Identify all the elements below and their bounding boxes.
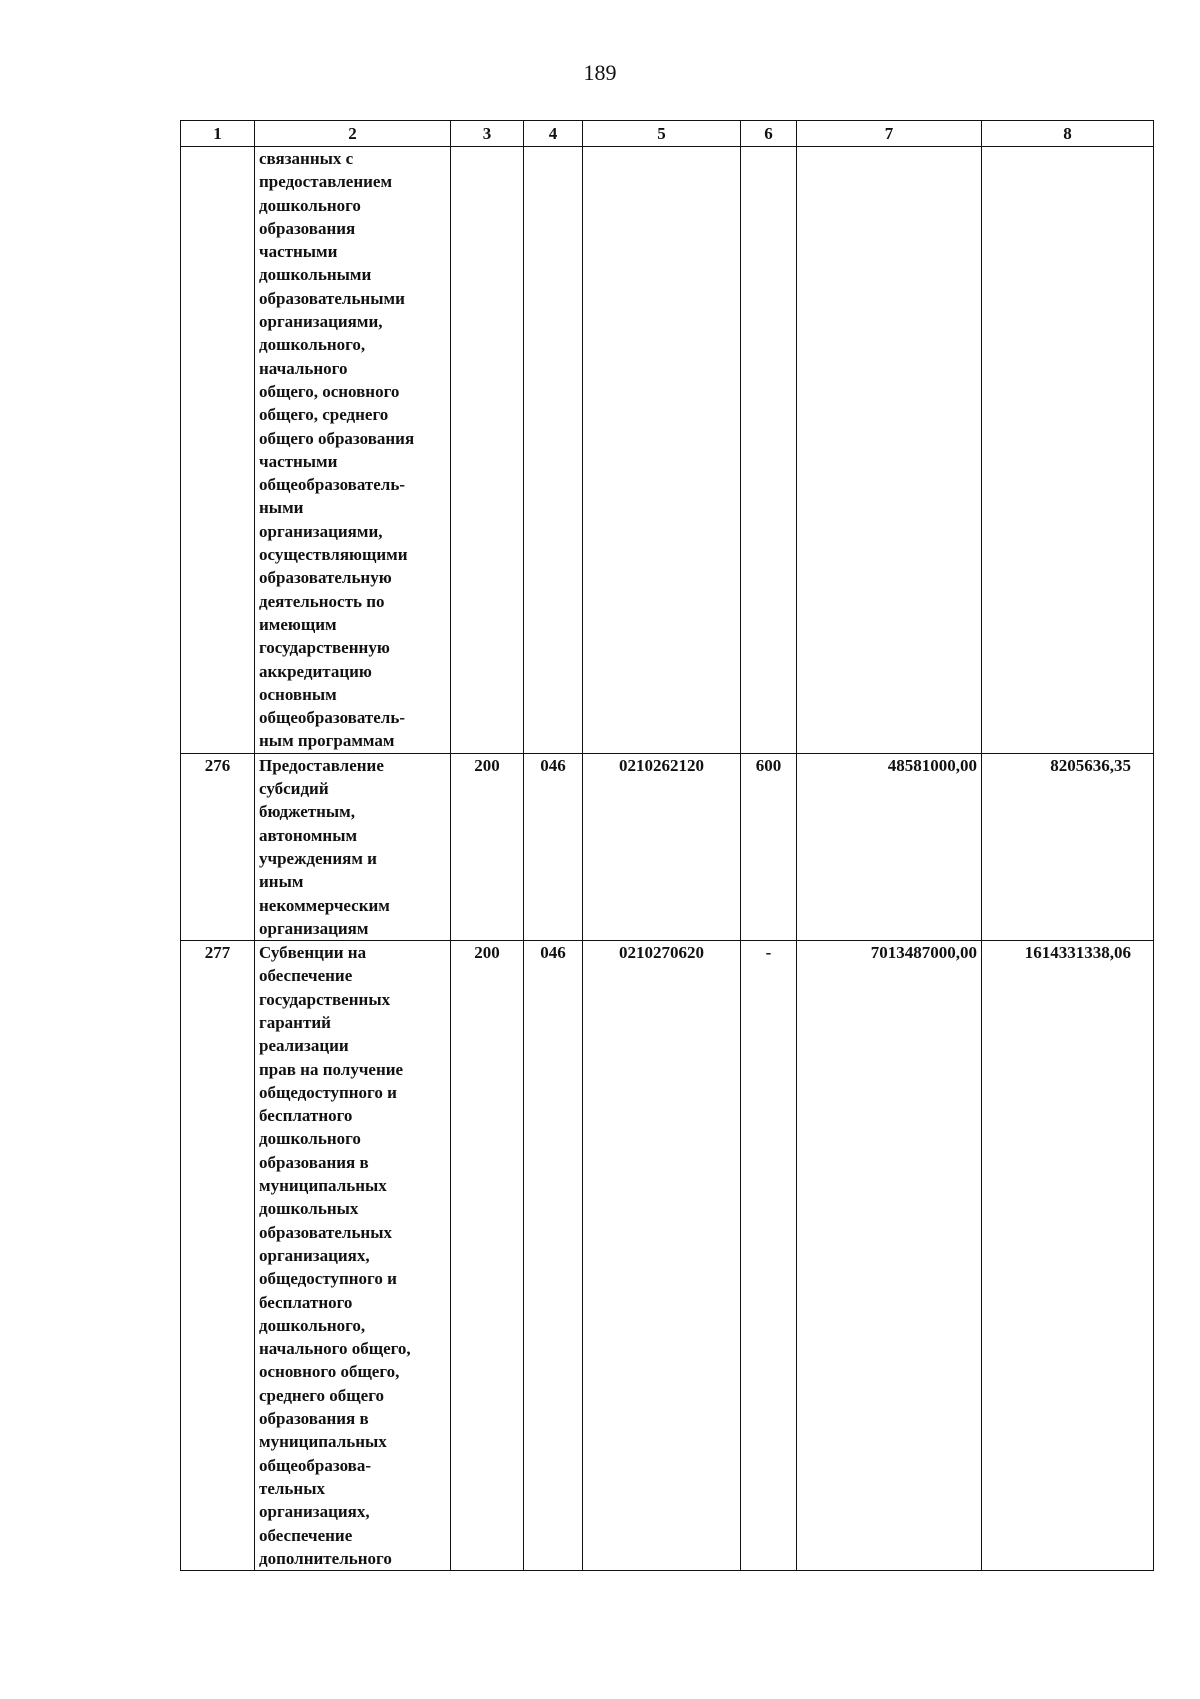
budget-table xyxy=(180,120,1154,1571)
row-code-4: 046 xyxy=(524,753,583,940)
column-header: 5 xyxy=(583,121,741,147)
column-header: 8 xyxy=(982,121,1154,147)
column-header: 4 xyxy=(524,121,583,147)
row-code-5 xyxy=(583,147,741,754)
column-header: 1 xyxy=(181,121,255,147)
row-code-3: 200 xyxy=(451,941,524,1571)
row-number xyxy=(181,147,255,754)
table-header-row xyxy=(181,121,1154,147)
row-name-cell xyxy=(255,147,451,754)
row-number: 277 xyxy=(181,941,255,1571)
row-name-cell xyxy=(255,753,451,940)
row-code-4: 046 xyxy=(524,941,583,1571)
row-code-4 xyxy=(524,147,583,754)
row-code-5: 0210270620 xyxy=(583,941,741,1571)
column-header: 7 xyxy=(797,121,982,147)
row-code-6: 600 xyxy=(741,753,797,940)
column-header: 3 xyxy=(451,121,524,147)
row-sum-8 xyxy=(982,147,1154,754)
row-name: Предоставление субсидий бюджетным, автономным учреждениям и иным некоммерческим организациям xyxy=(259,755,390,938)
row-code-3 xyxy=(451,147,524,754)
row-name: Субвенции на обеспечение государственных гарантий реализации прав на получение общедоступного и бесплатного дошкольного образования в муниципальных дошкольных образовательных организациях, общедоступного и бесплатного дошкольного, начального общего, основного общего, среднего общего образования в муниципальных общеобразова- тельных организациях, обеспечение дополнительного xyxy=(259,943,411,1568)
row-code-3: 200 xyxy=(451,753,524,940)
row-sum-7: 48581000,00 xyxy=(797,753,982,940)
table-row xyxy=(181,753,1154,940)
row-sum-8: 8205636,35 xyxy=(982,753,1154,940)
row-name-cell xyxy=(255,941,451,1571)
page-number: 189 xyxy=(583,60,617,85)
row-code-5: 0210262120 xyxy=(583,753,741,940)
table-row xyxy=(181,941,1154,1571)
row-number: 276 xyxy=(181,753,255,940)
row-code-6: - xyxy=(741,941,797,1571)
row-sum-7 xyxy=(797,147,982,754)
row-name: связанных с предоставлением дошкольного образования частными дошкольными образовательными организациями, дошкольного, начального общего, основного общего, среднего общего образования частными общеобразователь- ными организациями, осуществляющими образовательную деятельность по имеющим государственную аккредитацию основным общеобразователь- ным программам xyxy=(259,149,415,751)
row-code-6 xyxy=(741,147,797,754)
table-row xyxy=(181,147,1154,754)
column-header: 6 xyxy=(741,121,797,147)
column-header: 2 xyxy=(255,121,451,147)
row-sum-7: 7013487000,00 xyxy=(797,941,982,1571)
row-sum-8: 1614331338,06 xyxy=(982,941,1154,1571)
